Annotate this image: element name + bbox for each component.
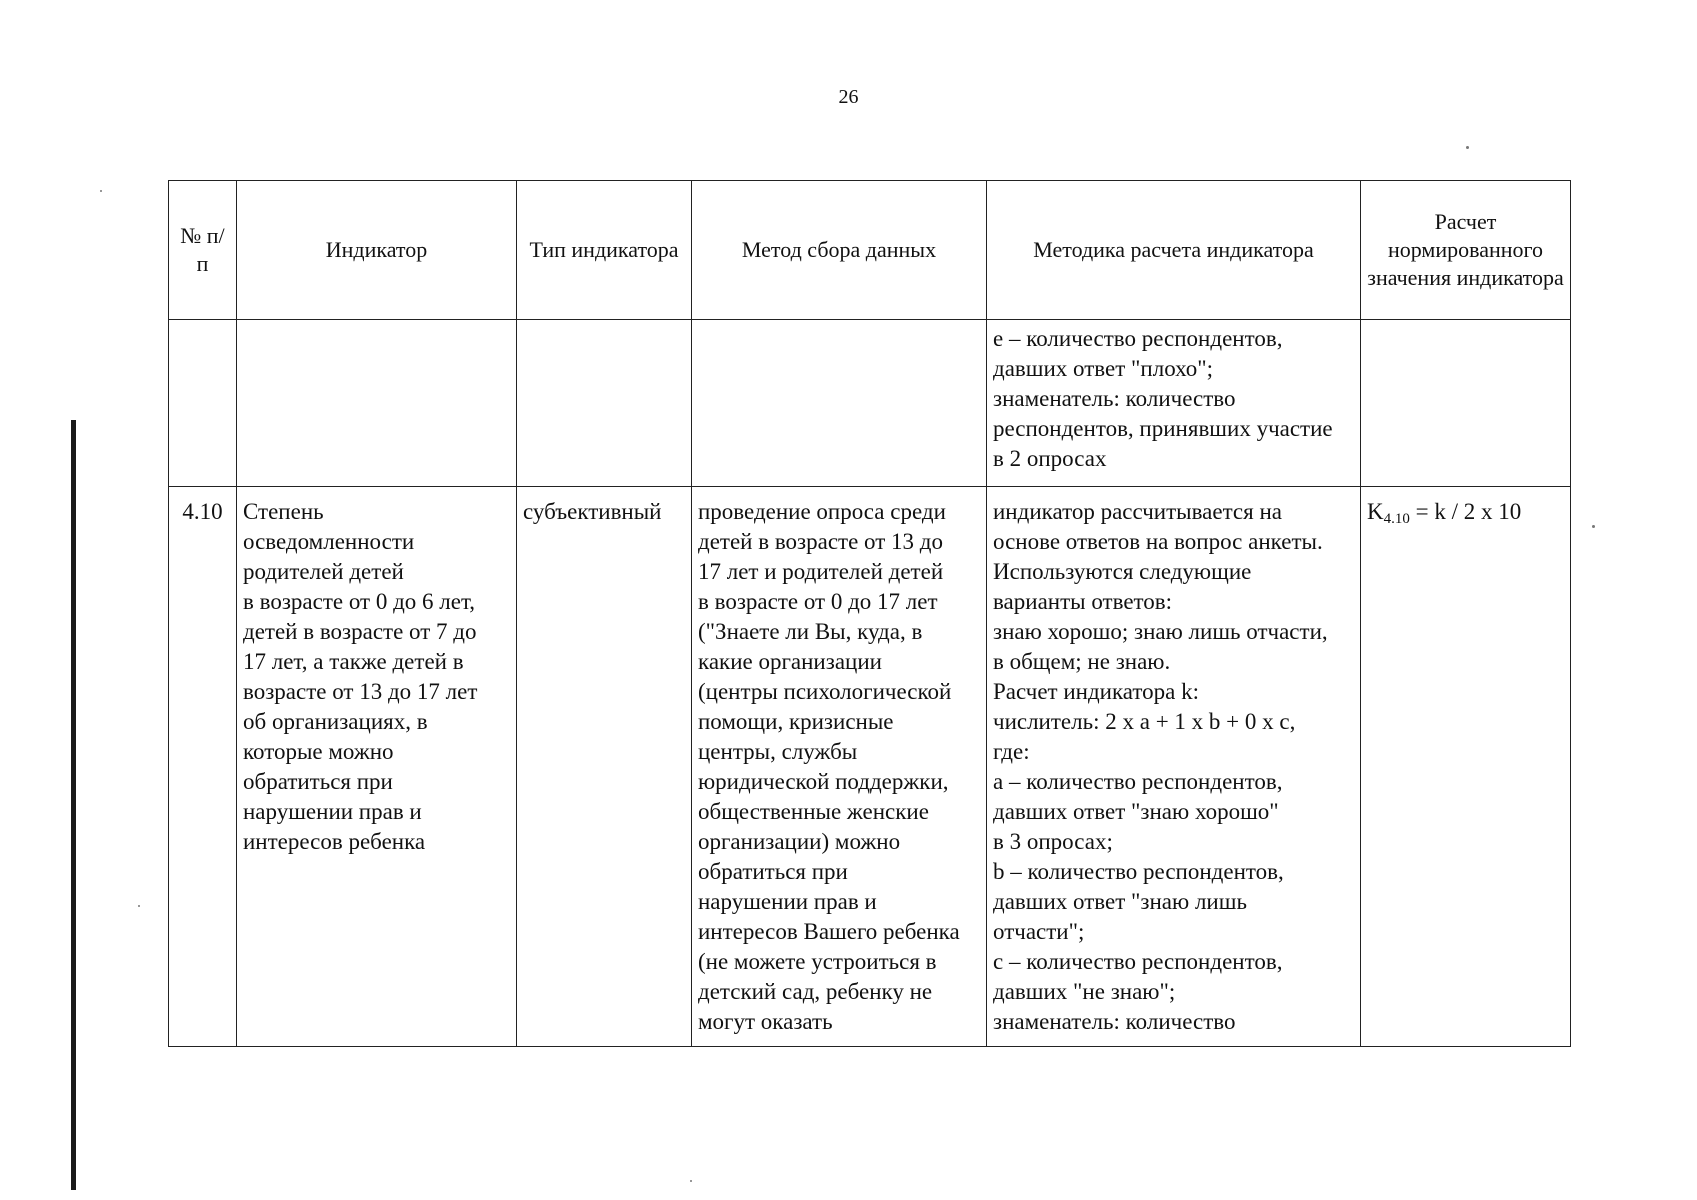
cell-number xyxy=(169,320,237,487)
text-line: давших "не знаю"; xyxy=(993,979,1176,1004)
text-line: помощи, кризисные xyxy=(698,709,894,734)
text-line: нарушении прав и xyxy=(698,889,877,914)
text-line: организации) можно xyxy=(698,829,901,854)
header-type: Тип индикатора xyxy=(517,181,692,320)
cell-type: субъективный xyxy=(517,487,692,1047)
text-line: интересов ребенка xyxy=(243,829,426,854)
header-calculation: Методика расчета индикатора xyxy=(987,181,1361,320)
formula-prefix: K xyxy=(1367,499,1384,524)
text-line: знаменатель: количество xyxy=(993,1009,1236,1034)
header-method: Метод сбора данных xyxy=(692,181,987,320)
cell-calculation xyxy=(987,487,1361,1047)
text-line: осведомленности xyxy=(243,529,415,554)
text-line: интересов Вашего ребенка xyxy=(698,919,960,944)
text-line: которые можно xyxy=(243,739,394,764)
formula-subscript: 4.10 xyxy=(1383,511,1410,527)
text-line: отчасти"; xyxy=(993,919,1085,944)
header-number: № п/п xyxy=(169,181,237,320)
text-line: обратиться при xyxy=(243,769,393,794)
table-row-continuation xyxy=(169,320,1571,487)
text-line: в возрасте от 0 до 17 лет xyxy=(698,589,938,614)
text-line: Расчет индикатора k: xyxy=(993,679,1199,704)
cell-normalized xyxy=(1361,487,1571,1047)
text-line: (не можете устроиться в xyxy=(698,949,937,974)
text-line: 17 лет, а также детей в xyxy=(243,649,464,674)
text-line: общественные женские xyxy=(698,799,929,824)
text-line: ("Знаете ли Вы, куда, в xyxy=(698,619,923,644)
page-number: 26 xyxy=(838,86,859,108)
text-line: детей в возрасте от 13 до xyxy=(698,529,944,554)
header-normalized: Расчет нормированного значения индикатора xyxy=(1361,181,1571,320)
text-line: числитель: 2 x a + 1 x b + 0 x c, xyxy=(993,709,1296,734)
text-line: юридической поддержки, xyxy=(698,769,949,794)
text-line: давших ответ "знаю лишь xyxy=(993,889,1247,914)
cell-method xyxy=(692,487,987,1047)
text-line: какие организации xyxy=(698,649,882,674)
text-line: Используются следующие xyxy=(993,559,1252,584)
formula-body: = k / 2 x 10 xyxy=(1409,499,1522,524)
indicator-table-container xyxy=(168,180,1570,1047)
cell-number: 4.10 xyxy=(169,487,237,1047)
scan-speck xyxy=(138,905,140,907)
text-line: b – количество респондентов, xyxy=(993,859,1284,884)
text-line: детей в возрасте от 7 до xyxy=(243,619,477,644)
text-line: (центры психологической xyxy=(698,679,952,704)
scan-speck xyxy=(690,1180,692,1182)
text-line: знаю хорошо; знаю лишь отчасти, xyxy=(993,619,1328,644)
text-line: c – количество респондентов, xyxy=(993,949,1283,974)
text-line: давших ответ "знаю хорошо" xyxy=(993,799,1279,824)
scan-speck xyxy=(100,190,102,192)
scan-speck xyxy=(1592,525,1595,528)
text-line: где: xyxy=(993,739,1030,764)
scan-speck xyxy=(1466,146,1469,149)
cell-indicator xyxy=(237,320,517,487)
text-line: детский сад, ребенку не xyxy=(698,979,933,1004)
text-line: варианты ответов: xyxy=(993,589,1173,614)
cell-calculation xyxy=(987,320,1361,487)
text-line: давших ответ "плохо"; xyxy=(993,356,1214,381)
scan-margin-bar xyxy=(71,420,76,1190)
text-line: нарушении прав и xyxy=(243,799,422,824)
cell-indicator xyxy=(237,487,517,1047)
text-line: a – количество респондентов, xyxy=(993,769,1283,794)
text-line: проведение опроса среди xyxy=(698,499,946,524)
text-line: в общем; не знаю. xyxy=(993,649,1171,674)
cell-normalized xyxy=(1361,320,1571,487)
text-line: в 2 опросах xyxy=(993,446,1107,471)
text-line: основе ответов на вопрос анкеты. xyxy=(993,529,1323,554)
text-line: центры, службы xyxy=(698,739,858,764)
text-line: респондентов, принявших участие xyxy=(993,416,1333,441)
cell-type xyxy=(517,320,692,487)
text-line: в 3 опросах; xyxy=(993,829,1113,854)
text-line: об организациях, в xyxy=(243,709,428,734)
text-line: 17 лет и родителей детей xyxy=(698,559,944,584)
table-row-4-10 xyxy=(169,487,1571,1047)
cell-method xyxy=(692,320,987,487)
header-indicator: Индикатор xyxy=(237,181,517,320)
text-line: е – количество респондентов, xyxy=(993,326,1283,351)
text-line: индикатор рассчитывается на xyxy=(993,499,1282,524)
text-line: в возрасте от 0 до 6 лет, xyxy=(243,589,476,614)
text-line: Степень xyxy=(243,499,324,524)
text-line: могут оказать xyxy=(698,1009,833,1034)
indicator-table xyxy=(168,180,1571,1047)
text-line: знаменатель: количество xyxy=(993,386,1236,411)
text-line: родителей детей xyxy=(243,559,404,584)
table-header-row xyxy=(169,181,1571,320)
text-line: обратиться при xyxy=(698,859,848,884)
text-line: возрасте от 13 до 17 лет xyxy=(243,679,478,704)
